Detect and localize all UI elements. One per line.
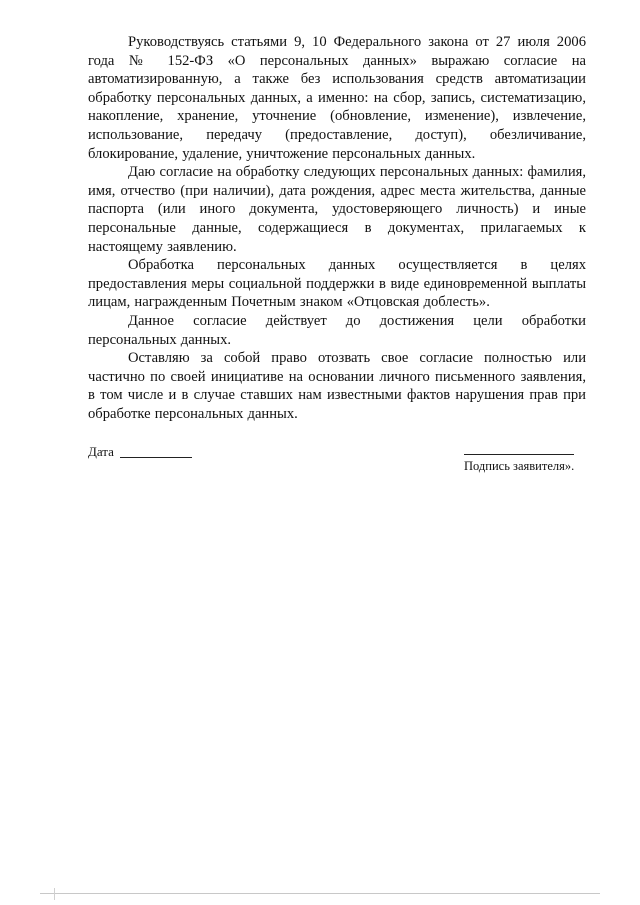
date-field-line	[120, 457, 192, 458]
date-label: Дата	[88, 444, 114, 459]
signature-field-line	[464, 454, 574, 455]
paragraph-revocation: Оставляю за собой право отозвать свое согласие полностью или частично по своей инициативе на основании личного письменного заявления, в том числе и в случае ставших нам известными фактов нарушения прав при обработке персональных данных.	[88, 350, 586, 422]
paragraph-purpose: Обработка персональных данных осуществляется в целях предоставления меры социальной поддержки в виде единовременной выплаты лицам, награжденным Почетным знаком «Отцовская доблесть».	[88, 257, 586, 311]
paragraph-validity: Данное согласие действует до достижения цели обработки персональных данных.	[88, 312, 586, 348]
signature-caption: Подпись заявителя».	[464, 459, 575, 473]
scan-edge-tick	[54, 888, 55, 900]
consent-text	[88, 33, 586, 423]
signature-row	[88, 444, 586, 484]
scan-edge-line	[40, 893, 600, 894]
paragraph-legal-basis: Руководствуясь статьями 9, 10 Федерального закона от 27 июля 2006 года № 152-ФЗ «О персональных данных» выражаю согласие на автоматизированную, а также без использования средств автоматизации обработку персональных данных, а именно: на сбор, запись, систематизацию, накопление, хранение, уточнение (обновление, изменение), извлечение, использование, передачу (предоставление, доступ), обезличивание, блокирование, удаление, уничтожение персональных данных.	[88, 34, 586, 162]
paragraph-data-list: Даю согласие на обработку следующих персональных данных: фамилия, имя, отчество (при наличии), дата рождения, адрес места жительства, данные паспорта (или иного документа, удостоверяющего личность) и иные персональные данные, содержащиеся в документах, прилагаемых к настоящему заявлению.	[88, 164, 586, 255]
